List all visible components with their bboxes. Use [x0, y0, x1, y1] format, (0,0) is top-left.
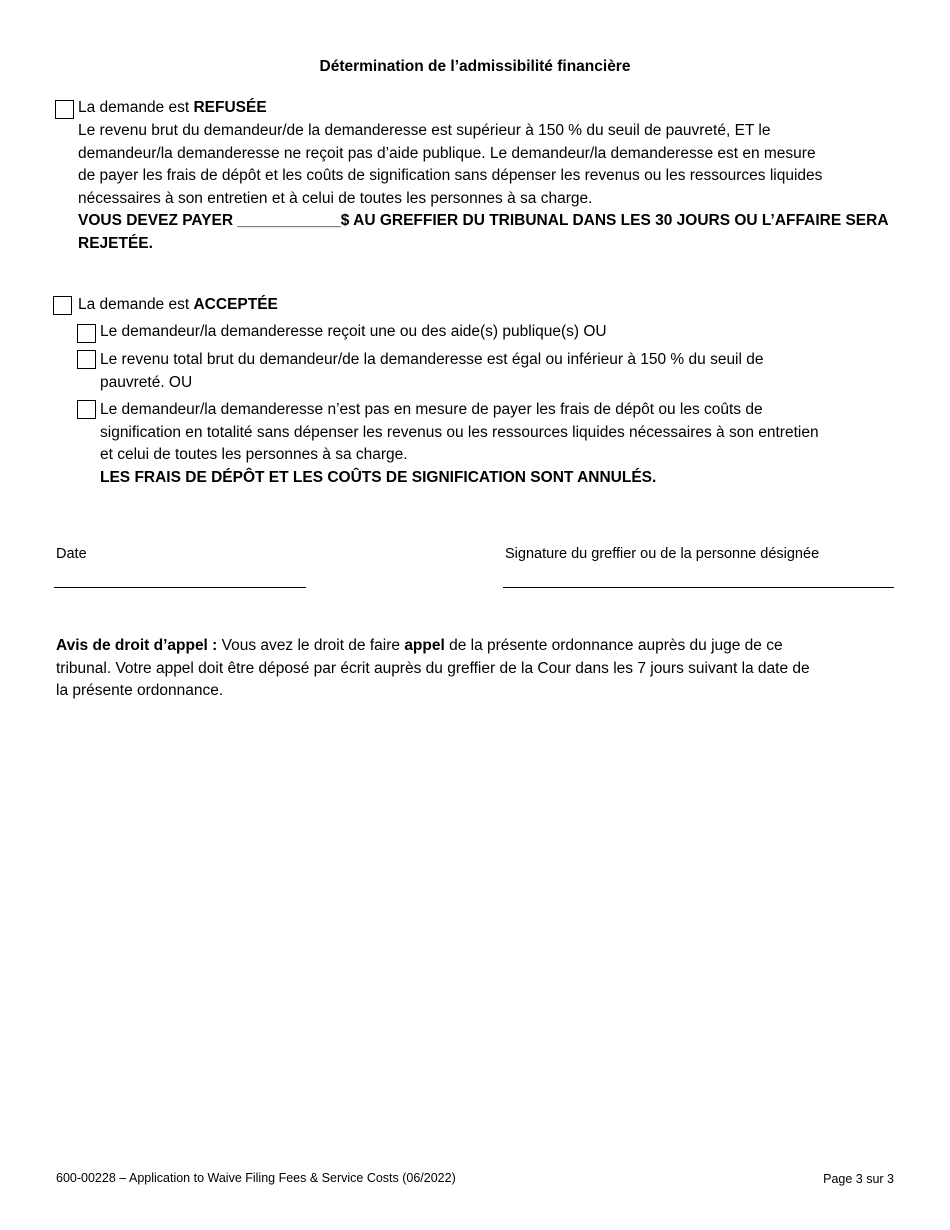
appeal-notice — [56, 635, 810, 703]
public-aid-checkbox[interactable] — [77, 324, 96, 343]
appeal-line: la présente ordonnance. — [56, 682, 224, 699]
appeal-line — [56, 635, 810, 658]
refused-line: Le revenu brut du demandeur/de la demanderesse est supérieur à 150 % du seuil de pauvreté, ET le — [78, 122, 771, 139]
page-title: Détermination de l’admissibilité financière — [319, 58, 631, 75]
refused-line: de payer les frais de dépôt et les coûts de signification sans dépenser les revenus ou les ressources liquides — [78, 167, 823, 184]
refused-warning-line: VOUS DEVEZ PAYER ____________$ AU GREFFIER DU TRIBUNAL DANS LES 30 JOURS OU L’AFFAIRE SERA — [78, 212, 889, 229]
option-line: et celui de toutes les personnes à sa charge. — [100, 446, 408, 463]
option-line: signification en totalité sans dépenser les revenus ou les ressources liquides nécessaires à son entretien — [100, 423, 819, 441]
refused-line: nécessaires à son entretien et à celui de toutes les personnes à sa charge. — [78, 189, 593, 207]
refused-label-status: REFUSÉE — [193, 99, 267, 116]
appeal-heading: Avis de droit d’appel : — [56, 637, 218, 654]
form-identifier: 600-00228 – Application to Waive Filing Fees & Service Costs (06/2022) — [56, 1171, 456, 1185]
refused-line: demandeur/la demanderesse ne reçoit pas d’aide publique. Le demandeur/la demanderesse est en mesure — [78, 144, 816, 162]
income-below-threshold-option — [100, 349, 764, 394]
refused-paragraph — [78, 120, 889, 255]
refused-label — [78, 97, 267, 120]
fees-waived-notice: LES FRAIS DE DÉPÔT ET LES COÛTS DE SIGNIFICATION SONT ANNULÉS. — [100, 468, 657, 486]
clerk-signature-line[interactable] — [503, 587, 894, 588]
refused-warning-line: REJETÉE. — [78, 234, 153, 252]
date-label: Date — [56, 546, 87, 562]
appeal-text: Vous avez le droit de faire — [217, 637, 405, 654]
option-line: pauvreté. OU — [100, 373, 193, 391]
accepted-label-prefix: La demande est — [78, 296, 194, 313]
page-number: Page 3 sur 3 — [823, 1172, 894, 1186]
option-line: Le demandeur/la demanderesse n’est pas en mesure de payer les frais de dépôt ou les coûts de — [100, 401, 763, 418]
accepted-label-status: ACCEPTÉE — [193, 296, 278, 313]
accepted-checkbox[interactable] — [53, 296, 72, 315]
refused-label-prefix: La demande est — [78, 99, 194, 116]
public-aid-option: Le demandeur/la demanderesse reçoit une ou des aide(s) publique(s) OU — [100, 323, 607, 340]
accepted-label — [78, 294, 278, 317]
unable-to-pay-option — [100, 399, 819, 489]
refused-checkbox[interactable] — [55, 100, 74, 119]
appeal-line: tribunal. Votre appel doit être déposé par écrit auprès du greffier de la Cour dans les 7 jours suivant la date de — [56, 659, 810, 677]
unable-to-pay-checkbox[interactable] — [77, 400, 96, 419]
income-below-threshold-checkbox[interactable] — [77, 350, 96, 369]
appeal-keyword: appel — [404, 637, 445, 654]
date-line[interactable] — [54, 587, 306, 588]
appeal-text: de la présente ordonnance auprès du juge de ce — [444, 637, 783, 654]
clerk-signature-label: Signature du greffier ou de la personne désignée — [505, 546, 820, 562]
option-line: Le revenu total brut du demandeur/de la demanderesse est égal ou inférieur à 150 % du seuil de — [100, 351, 764, 368]
